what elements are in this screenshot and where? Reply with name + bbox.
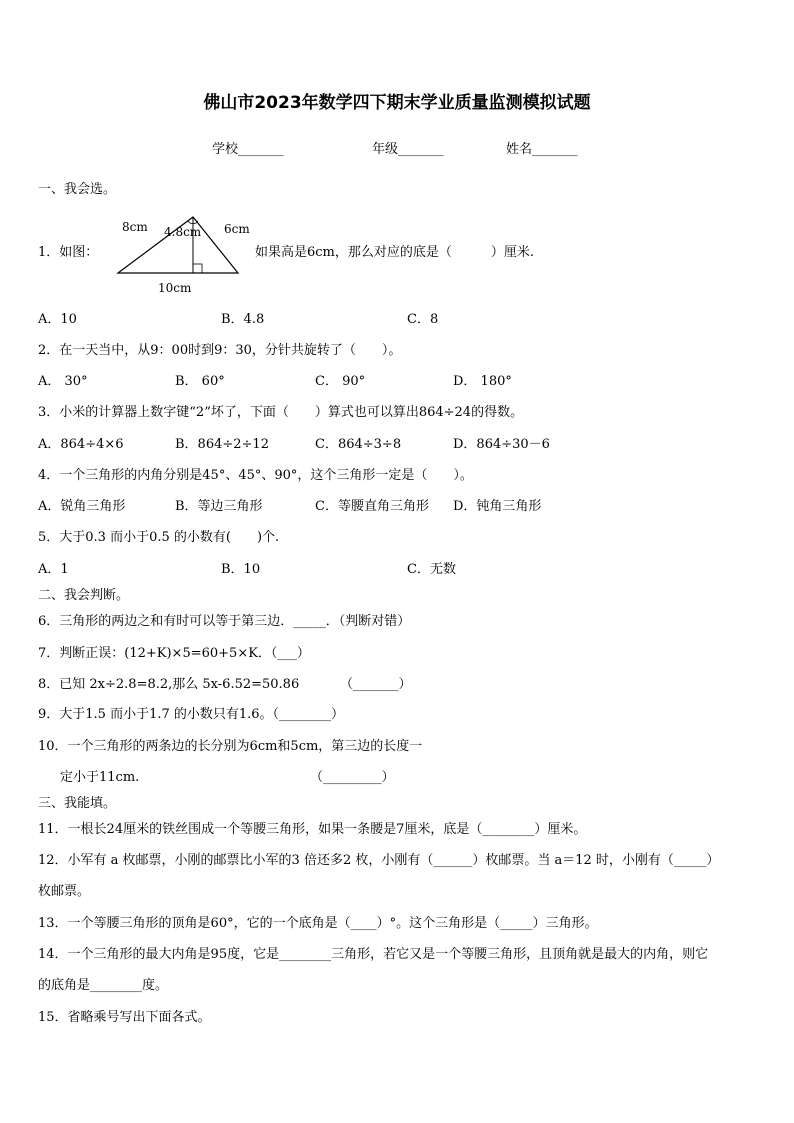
question-11-text: 11．一根长24厘米的铁丝围成一个等腰三角形，如果一条腰是7厘米，底是（________）厘米。: [38, 822, 587, 837]
question-12-line2: 枚邮票。: [38, 884, 91, 899]
question-13-text: 13．一个等腰三角形的顶角是60°，它的一个底角是（____）°。这个三角形是（_____）三角形。: [38, 916, 598, 931]
q4-option-a: A．锐角三角形: [38, 499, 126, 514]
question-4-text: 4．一个三角形的内角分别是45°、45°、90°，这个三角形一定是（ ）。: [38, 468, 473, 483]
question-9-text: 9．大于1.5 而小于1.7 的小数只有1.6。（________）: [38, 707, 345, 722]
q2-option-d: D． 180°: [453, 374, 512, 389]
q3-option-b: B．864÷2÷12: [175, 437, 269, 452]
question-5-text: 5．大于0.3 而小于0.5 的小数有( )个.: [38, 530, 280, 545]
q2-option-c: C． 90°: [315, 374, 366, 389]
school-field: 学校_______: [212, 142, 284, 157]
q5-option-c: C．无数: [407, 562, 456, 577]
figure-label-right: 6cm: [224, 222, 250, 236]
q1-option-c: C．8: [407, 312, 439, 327]
q3-option-d: D．864÷30－6: [453, 437, 550, 452]
question-12-line1: 12．小军有 a 枚邮票，小刚的邮票比小军的3 倍还多2 枚，小刚有（______）枚邮票。当 a＝12 时，小刚有（_____）: [38, 853, 720, 868]
page-title: 佛山市2023年数学四下期末学业质量监测模拟试题: [203, 93, 591, 113]
q3-option-c: C．864÷3÷8: [315, 437, 402, 452]
right-angle-mark: [193, 264, 202, 273]
q1-option-b: B．4.8: [221, 312, 265, 327]
grade-field: 年级_______: [372, 142, 444, 157]
question-10-line2: 定小于11cm.: [60, 770, 140, 785]
name-field: 姓名_______: [506, 142, 578, 157]
question-10-blank: （_________）: [310, 770, 395, 785]
q4-option-d: D．钝角三角形: [453, 499, 542, 514]
question-8-text: 8．已知 2x÷2.8=8.2,那么 5x-6.52=50.86: [38, 677, 300, 692]
question-14-line2: 的底角是________度。: [38, 978, 169, 993]
q2-option-b: B． 60°: [175, 374, 225, 389]
figure-label-left: 8cm: [122, 220, 148, 234]
question-7-text: 7．判断正误：(12+K)×5=60+5×K．（___）: [38, 646, 310, 661]
figure-label-base: 10cm: [158, 281, 192, 295]
q1-option-a: A．10: [38, 312, 77, 327]
question-14-line1: 14．一个三角形的最大内角是95度，它是________三角形，若它又是一个等腰三角形，且顶角就是最大的内角，则它: [38, 947, 709, 962]
triangle-figure: [112, 214, 250, 300]
q5-option-a: A．1: [38, 562, 69, 577]
section-heading-judge: 二、我会判断。: [38, 588, 130, 603]
question-15-text: 15．省略乘号写出下面各式。: [38, 1010, 211, 1025]
q5-option-b: B．10: [221, 562, 261, 577]
q3-option-a: A．864÷4×6: [38, 437, 124, 452]
section-heading-fill: 三、我能填。: [38, 796, 117, 811]
q4-option-b: B．等边三角形: [175, 499, 263, 514]
figure-label-height: 4.8cm: [164, 225, 202, 239]
q4-option-c: C．等腰直角三角形: [315, 499, 429, 514]
question-6-text: 6．三角形的两边之和有时可以等于第三边．_____．（判断对错）: [38, 614, 411, 629]
question-1-text: 如果高是6cm，那么对应的底是（ ）厘米.: [255, 245, 535, 260]
question-8-blank: （_______）: [340, 677, 412, 692]
section-heading-choice: 一、我会选。: [38, 182, 117, 197]
q2-option-a: A． 30°: [38, 374, 88, 389]
question-1-prefix: 1．如图：: [38, 245, 99, 260]
question-2-text: 2．在一天当中，从9：00时到9：30，分针共旋转了（ ）。: [38, 343, 402, 358]
question-10-line1: 10．一个三角形的两条边的长分别为6cm和5cm，第三边的长度一: [38, 739, 423, 754]
question-3-text: 3．小米的计算器上数字键“2”坏了，下面（ ）算式也可以算出864÷24的得数。: [38, 405, 524, 420]
